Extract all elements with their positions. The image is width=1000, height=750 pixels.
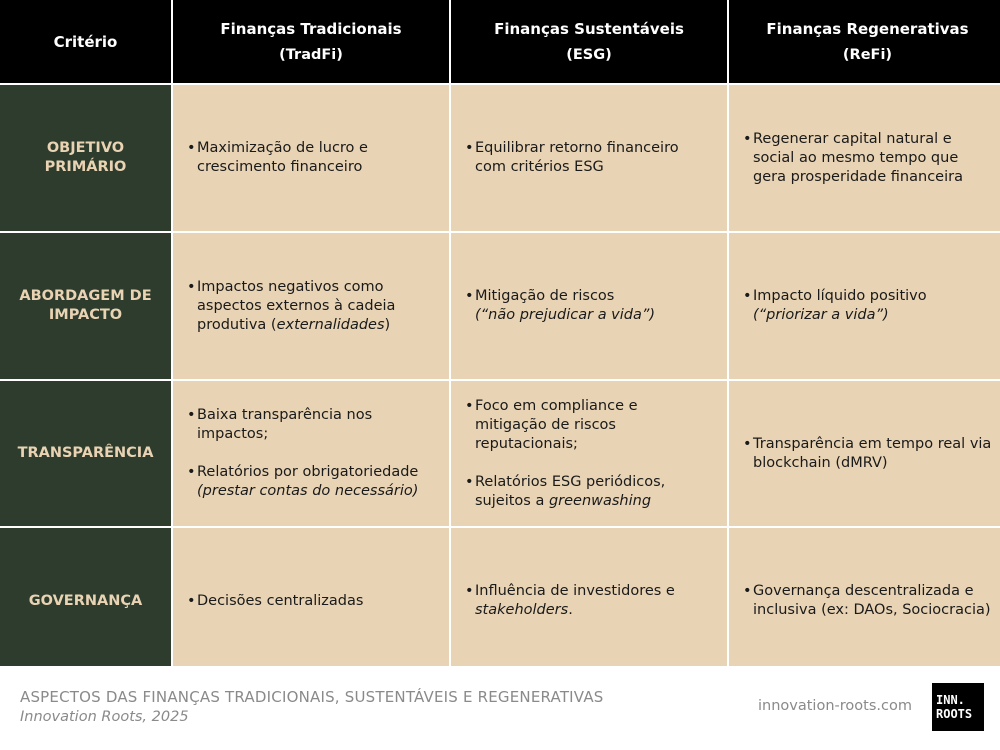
cell-governanca-tradfi xyxy=(173,528,449,674)
cell-text: Decisões centralizadas xyxy=(197,592,364,609)
bullet-icon xyxy=(465,287,475,306)
header-tradfi xyxy=(173,0,449,83)
text-part: Mitigação de riscos xyxy=(475,288,615,304)
text-emphasis: stakeholders xyxy=(475,602,569,618)
cell-objetivo-refi xyxy=(729,85,1000,231)
header-criterion-label: Critério xyxy=(53,32,118,51)
bullet-icon xyxy=(187,139,197,158)
bullet-icon xyxy=(465,139,475,158)
footer-url: innovation-roots.com xyxy=(758,698,912,714)
cell-governanca-refi xyxy=(729,528,1000,674)
text-part: Influência de investidores e xyxy=(475,583,675,599)
header-criterion xyxy=(0,0,171,83)
cell-text: Foco em compliance e mitigação de riscos reputacionais; xyxy=(475,397,638,452)
list-item xyxy=(465,582,713,620)
cell-text: Maximização de lucro e crescimento financeiro xyxy=(197,140,368,175)
list-item xyxy=(187,278,435,335)
bullet-icon xyxy=(743,435,753,454)
list-item xyxy=(465,287,713,325)
list-item xyxy=(187,406,435,444)
cell-text: Equilibrar retorno financeiro com critérios ESG xyxy=(475,140,679,175)
criterion-objetivo-line1: OBJETIVO xyxy=(46,140,125,156)
header-tradfi-title: Finanças Tradicionais xyxy=(220,19,402,38)
header-esg-subtitle: (ESG) xyxy=(566,46,612,63)
list-item xyxy=(465,139,713,177)
bullet-icon xyxy=(187,592,197,611)
criterion-transparencia-label: TRANSPARÊNCIA xyxy=(17,445,154,461)
list-item xyxy=(187,592,435,611)
criterion-abordagem-line1: ABORDAGEM DE xyxy=(19,288,152,304)
cell-transparencia-tradfi xyxy=(173,381,449,526)
list-item xyxy=(743,130,992,187)
cell-transparencia-refi xyxy=(729,381,1000,526)
footer-title: ASPECTOS DAS FINANÇAS TRADICIONAIS, SUSTENTÁVEIS E REGENERATIVAS xyxy=(20,688,604,706)
cell-abordagem-esg xyxy=(451,233,727,379)
cell-transparencia-esg xyxy=(451,381,727,526)
bullet-icon xyxy=(187,463,197,482)
cell-objetivo-tradfi xyxy=(173,85,449,231)
list-item xyxy=(187,139,435,177)
criterion-transparencia xyxy=(0,381,171,526)
cell-governanca-esg xyxy=(451,528,727,674)
cell-text: Baixa transparência nos impactos; xyxy=(197,407,373,442)
text-part: . xyxy=(568,602,573,618)
bullet-icon xyxy=(743,130,753,149)
cell-text xyxy=(475,287,713,325)
bullet-icon xyxy=(187,406,197,425)
text-part: Impactos negativos como aspectos externos à cadeia produtiva ( xyxy=(197,278,396,333)
text-emphasis: greenwashing xyxy=(548,492,652,509)
header-refi xyxy=(729,0,1000,83)
logo-line1: INN. xyxy=(936,693,965,707)
criterion-abordagem xyxy=(0,233,171,379)
footer-subtitle: Innovation Roots, 2025 xyxy=(20,709,189,725)
bullet-icon xyxy=(743,287,753,306)
cell-text: Transparência em tempo real via blockchain (dMRV) xyxy=(753,435,992,471)
text-emphasis: (prestar contas do necessário) xyxy=(197,483,419,499)
cell-text: Regenerar capital natural e social ao mesmo tempo que gera prosperidade financeira xyxy=(753,130,963,185)
bullet-icon xyxy=(465,397,475,416)
text-part: Relatórios por obrigatoriedade xyxy=(197,464,419,480)
header-esg xyxy=(451,0,727,83)
list-item xyxy=(465,397,713,454)
criterion-objetivo-line2: PRIMÁRIO xyxy=(44,159,127,175)
cell-text xyxy=(753,287,992,325)
bullet-icon xyxy=(465,582,475,601)
text-part: ) xyxy=(384,316,391,333)
list-item xyxy=(187,463,435,501)
cell-text xyxy=(475,473,713,511)
cell-abordagem-refi xyxy=(729,233,1000,379)
bullet-icon xyxy=(743,582,753,601)
text-emphasis: (“priorizar a vida”) xyxy=(753,307,889,323)
header-esg-title: Finanças Sustentáveis xyxy=(494,19,684,38)
list-item xyxy=(743,287,992,325)
list-item xyxy=(465,473,713,511)
text-part: Relatórios ESG periódicos, sujeitos a xyxy=(475,473,666,509)
header-refi-subtitle: (ReFi) xyxy=(842,46,893,63)
bullet-icon xyxy=(465,473,475,492)
cell-text: Governança descentralizada e inclusiva (ex: DAOs, Sociocracia) xyxy=(753,583,991,618)
list-item xyxy=(743,435,992,473)
text-emphasis: externalidades xyxy=(276,316,385,333)
cell-abordagem-tradfi xyxy=(173,233,449,379)
header-refi-title: Finanças Regenerativas xyxy=(766,19,969,38)
bullet-icon xyxy=(187,278,197,297)
criterion-governanca-label: GOVERNANÇA xyxy=(28,592,143,609)
list-item xyxy=(743,582,992,620)
cell-text xyxy=(475,582,713,620)
text-part: Impacto líquido positivo xyxy=(753,288,927,304)
criterion-objetivo xyxy=(0,85,171,231)
header-tradfi-subtitle: (TradFi) xyxy=(279,46,343,63)
cell-objetivo-esg xyxy=(451,85,727,231)
criterion-governanca xyxy=(0,528,171,674)
cell-text xyxy=(197,463,435,501)
text-emphasis: (“não prejudicar a vida”) xyxy=(475,307,656,323)
innovation-roots-logo xyxy=(932,683,984,731)
cell-text xyxy=(197,278,435,335)
logo-line2: ROOTS xyxy=(936,707,973,721)
criterion-abordagem-line2: IMPACTO xyxy=(48,307,123,323)
